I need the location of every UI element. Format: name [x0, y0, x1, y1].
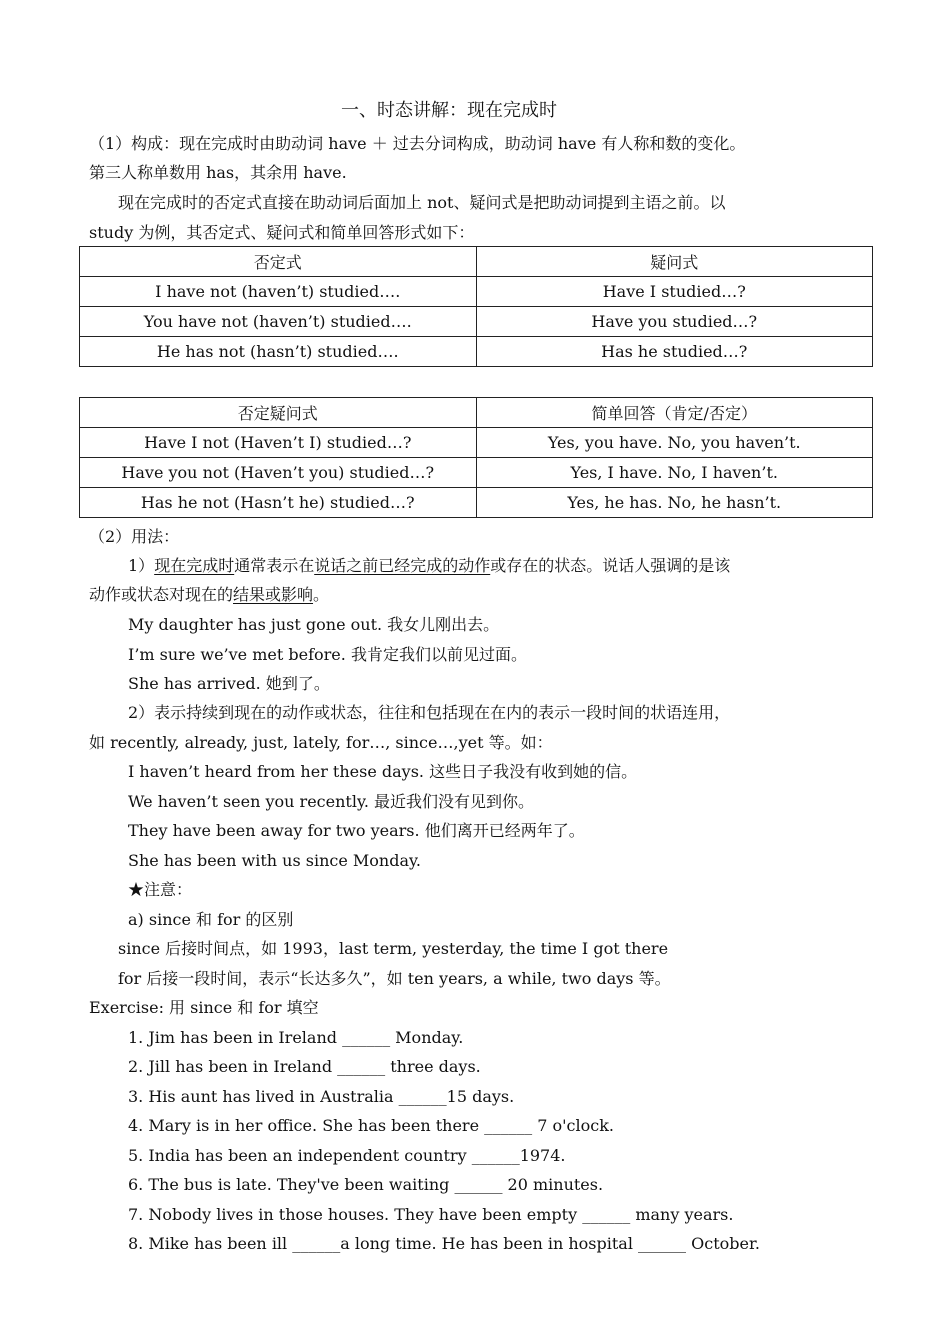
- example-sentence: My daughter has just gone out. 我女儿刚出去。: [128, 615, 500, 634]
- intro-line-2: 第三人称单数用 has，其余用 have.: [89, 163, 347, 182]
- exercise-item: 4. Mary is in her office. She has been there ______ 7 o'clock.: [128, 1116, 614, 1135]
- exercise-item: 3. His aunt has lived in Australia ______15 days.: [128, 1087, 515, 1106]
- table-header-row: [80, 398, 873, 428]
- exercise-item: 5. India has been an independent country ______1974.: [128, 1146, 566, 1165]
- underlined-text: 现在完成时: [154, 556, 235, 575]
- conjugation-table-1: [79, 246, 873, 367]
- example-sentence: I haven’t heard from her these days. 这些日子我没有收到她的信。: [128, 762, 638, 781]
- table-row: [80, 277, 873, 307]
- exercise-item: 2. Jill has been in Ireland ______ three days.: [128, 1057, 481, 1076]
- table-row: [80, 337, 873, 367]
- table-row: [80, 428, 873, 458]
- table-cell: Has he not (Hasn’t he) studied…?: [80, 488, 477, 518]
- example-sentence: I’m sure we’ve met before. 我肯定我们以前见过面。: [128, 645, 527, 664]
- table-cell: He has not (hasn’t) studied….: [80, 337, 477, 367]
- usage-text: 1）: [128, 556, 155, 575]
- table-cell: Has he studied…?: [476, 337, 873, 367]
- table-header-cell: 简单回答（肯定/否定）: [476, 398, 873, 428]
- example-sentence: They have been away for two years. 他们离开已经两年了。: [128, 821, 585, 840]
- note-item-a: a) since 和 for 的区别: [128, 910, 294, 929]
- table-header-cell: 否定式: [80, 247, 477, 277]
- table-header-cell: 疑问式: [476, 247, 873, 277]
- usage-point-2-cont: 如 recently, already, just, lately, for…, since…,yet 等。如：: [89, 733, 553, 752]
- usage-text: 或存在的状态。说话人强调的是该: [490, 556, 731, 575]
- exercise-item: 8. Mike has been ill ______a long time. He has been in hospital ______ October.: [128, 1234, 760, 1253]
- table-cell: Yes, I have. No, I haven’t.: [476, 458, 873, 488]
- usage-point-1-cont: [89, 585, 329, 605]
- exercise-item: 1. Jim has been in Ireland ______ Monday.: [128, 1028, 464, 1047]
- example-sentence: We haven’t seen you recently. 最近我们没有见到你。: [128, 792, 535, 811]
- since-explanation: since 后接时间点，如 1993，last term, yesterday, the time I got there: [118, 939, 669, 958]
- table-cell: Yes, you have. No, you haven’t.: [476, 428, 873, 458]
- usage-heading: （2）用法：: [89, 527, 180, 546]
- intro-line-1: （1）构成：现在完成时由助动词 have ＋ 过去分词构成，助动词 have 有人称和数的变化。: [89, 134, 746, 153]
- example-sentence: She has arrived. 她到了。: [128, 674, 330, 693]
- page-title: 一、时态讲解：现在完成时: [341, 100, 557, 121]
- underlined-text: 结果或影响: [233, 585, 314, 604]
- table-row: [80, 488, 873, 518]
- table-cell: Have I not (Haven’t I) studied…?: [80, 428, 477, 458]
- table-cell: Have I studied…?: [476, 277, 873, 307]
- usage-point-1: [128, 556, 730, 576]
- table-row: [80, 458, 873, 488]
- table-header-row: [80, 247, 873, 277]
- exercise-heading: Exercise: 用 since 和 for 填空: [89, 998, 319, 1017]
- note-heading: ★注意：: [128, 880, 193, 899]
- table-cell: You have not (haven’t) studied….: [80, 307, 477, 337]
- usage-text: 。: [313, 585, 330, 604]
- example-sentence: She has been with us since Monday.: [128, 851, 422, 870]
- exercise-item: 7. Nobody lives in those houses. They have been empty ______ many years.: [128, 1205, 734, 1224]
- underlined-text: 说话之前已经完成的动作: [314, 556, 491, 575]
- usage-text: 通常表示在: [234, 556, 315, 575]
- for-explanation: for 后接一段时间，表示“长达多久”，如 ten years, a while, two days 等。: [118, 969, 671, 988]
- table-cell: Have you studied…?: [476, 307, 873, 337]
- table-row: [80, 307, 873, 337]
- table-header-cell: 否定疑问式: [80, 398, 477, 428]
- usage-point-2: 2）表示持续到现在的动作或状态，往往和包括现在在内的表示一段时间的状语连用，: [128, 703, 731, 722]
- usage-text: 动作或状态对现在的: [89, 585, 234, 604]
- intro-line-4: study 为例，其否定式、疑问式和简单回答形式如下：: [89, 223, 475, 242]
- intro-line-3: 现在完成时的否定式直接在助动词后面加上 not、疑问式是把助动词提到主语之前。以: [118, 193, 726, 212]
- table-cell: Yes, he has. No, he hasn’t.: [476, 488, 873, 518]
- table-cell: I have not (haven’t) studied….: [80, 277, 477, 307]
- table-cell: Have you not (Haven’t you) studied…?: [80, 458, 477, 488]
- conjugation-table-2: [79, 397, 873, 518]
- exercise-item: 6. The bus is late. They've been waiting ______ 20 minutes.: [128, 1175, 604, 1194]
